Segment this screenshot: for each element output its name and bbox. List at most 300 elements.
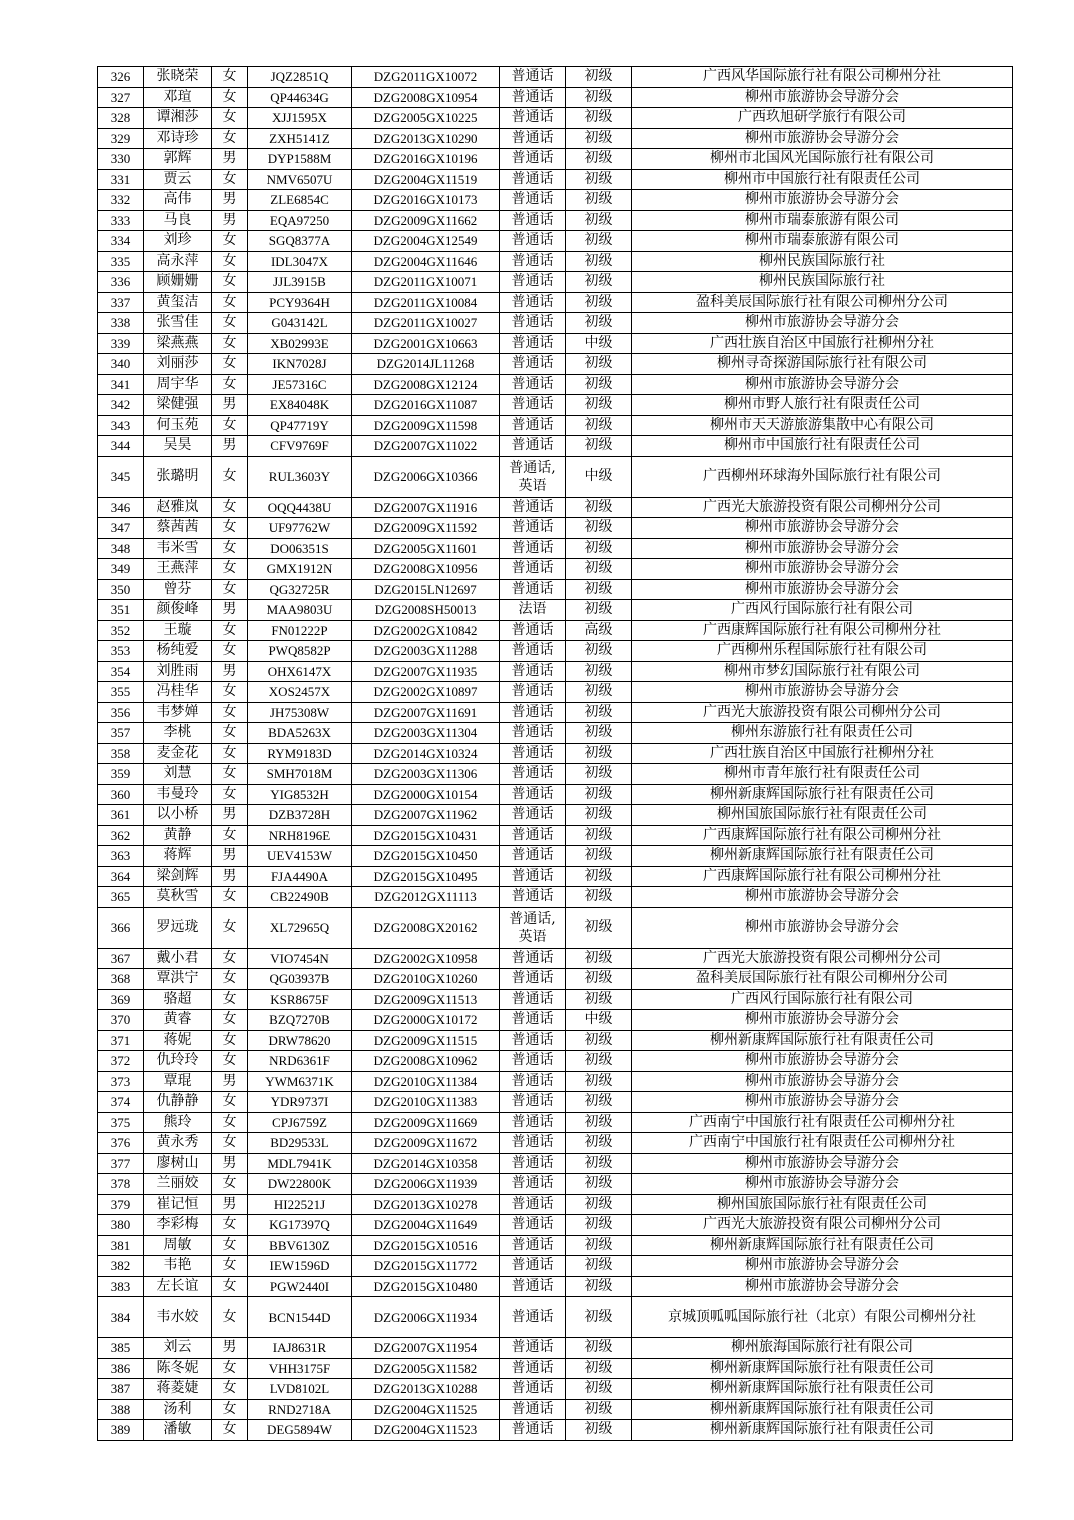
- guide-level: 初级: [566, 846, 632, 867]
- table-row: [98, 784, 1013, 805]
- gender: 女: [212, 292, 248, 313]
- organization: 柳州市旅游协会导游分会: [632, 907, 1013, 948]
- organization: 柳州市中国旅行社有限责任公司: [632, 169, 1013, 190]
- gender: 女: [212, 1256, 248, 1277]
- table-row: [98, 518, 1013, 539]
- organization: 柳州市天天游旅游集散中心有限公司: [632, 415, 1013, 436]
- language: 普通话: [500, 251, 566, 272]
- language: 普通话: [500, 1338, 566, 1359]
- gender: 女: [212, 948, 248, 969]
- organization: 柳州民族国际旅行社: [632, 251, 1013, 272]
- gender: 女: [212, 1174, 248, 1195]
- language: 普通话: [500, 1276, 566, 1297]
- language: 普通话: [500, 764, 566, 785]
- organization: 柳州国旅国际旅行社有限责任公司: [632, 1194, 1013, 1215]
- language: 普通话: [500, 149, 566, 170]
- id-code: RYM9183D: [248, 743, 352, 764]
- certificate-number: DZG2014JL11268: [352, 354, 500, 375]
- gender: 女: [212, 354, 248, 375]
- guide-name: 韦梦婵: [144, 702, 212, 723]
- table-row: [98, 128, 1013, 149]
- guide-name: 覃琨: [144, 1071, 212, 1092]
- table-row: [98, 251, 1013, 272]
- language: 普通话: [500, 67, 566, 88]
- row-number: 331: [98, 169, 144, 190]
- table-row: [98, 1153, 1013, 1174]
- guide-list-table: [97, 66, 1013, 1441]
- guide-level: 初级: [566, 1051, 632, 1072]
- guide-name: 黄永秀: [144, 1133, 212, 1154]
- language: 普通话: [500, 1256, 566, 1277]
- organization: 柳州市旅游协会导游分会: [632, 1174, 1013, 1195]
- table-row: [98, 149, 1013, 170]
- guide-name: 汤利: [144, 1399, 212, 1420]
- guide-name: 梁燕燕: [144, 333, 212, 354]
- table-row: [98, 436, 1013, 457]
- guide-level: 初级: [566, 784, 632, 805]
- gender: 男: [212, 1338, 248, 1359]
- table-row: [98, 641, 1013, 662]
- organization: 柳州新康辉国际旅行社有限责任公司: [632, 1379, 1013, 1400]
- table-row: [98, 1297, 1013, 1338]
- row-number: 357: [98, 723, 144, 744]
- guide-name: 刘胜雨: [144, 661, 212, 682]
- table-row: [98, 1235, 1013, 1256]
- id-code: KSR8675F: [248, 989, 352, 1010]
- guide-name: 兰丽姣: [144, 1174, 212, 1195]
- organization: 柳州寻奇探游国际旅行社有限公司: [632, 354, 1013, 375]
- row-number: 340: [98, 354, 144, 375]
- guide-name: 蒋妮: [144, 1030, 212, 1051]
- id-code: JE57316C: [248, 374, 352, 395]
- certificate-number: DZG2003GX11306: [352, 764, 500, 785]
- certificate-number: DZG2004GX11646: [352, 251, 500, 272]
- guide-name: 戴小君: [144, 948, 212, 969]
- row-number: 371: [98, 1030, 144, 1051]
- gender: 男: [212, 190, 248, 211]
- table-row: [98, 1030, 1013, 1051]
- table-row: [98, 1379, 1013, 1400]
- certificate-number: DZG2004GX11649: [352, 1215, 500, 1236]
- organization: 柳州市旅游协会导游分会: [632, 1010, 1013, 1031]
- table-row: [98, 1092, 1013, 1113]
- row-number: 350: [98, 579, 144, 600]
- language: 普通话: [500, 333, 566, 354]
- table-row: [98, 333, 1013, 354]
- gender: 女: [212, 887, 248, 908]
- id-code: NMV6507U: [248, 169, 352, 190]
- id-code: IAJ8631R: [248, 1338, 352, 1359]
- gender: 女: [212, 1112, 248, 1133]
- language: 普通话: [500, 559, 566, 580]
- organization: 柳州市旅游协会导游分会: [632, 1276, 1013, 1297]
- row-number: 358: [98, 743, 144, 764]
- id-code: OHX6147X: [248, 661, 352, 682]
- certificate-number: DZG2004GX11525: [352, 1399, 500, 1420]
- guide-name: 崔记恒: [144, 1194, 212, 1215]
- id-code: SMH7018M: [248, 764, 352, 785]
- row-number: 378: [98, 1174, 144, 1195]
- gender: 女: [212, 559, 248, 580]
- id-code: G043142L: [248, 313, 352, 334]
- row-number: 355: [98, 682, 144, 703]
- guide-level: 初级: [566, 67, 632, 88]
- guide-level: 初级: [566, 1420, 632, 1441]
- organization: 柳州国旅国际旅行社有限责任公司: [632, 805, 1013, 826]
- guide-name: 谭湘莎: [144, 108, 212, 129]
- id-code: BZQ7270B: [248, 1010, 352, 1031]
- organization: 柳州市青年旅行社有限责任公司: [632, 764, 1013, 785]
- gender: 女: [212, 907, 248, 948]
- guide-level: 初级: [566, 1358, 632, 1379]
- organization: 京城顶呱呱国际旅行社（北京）有限公司柳州分社: [632, 1297, 1013, 1338]
- language: 普通话: [500, 661, 566, 682]
- guide-level: 初级: [566, 354, 632, 375]
- organization: 柳州市梦幻国际旅行社有限公司: [632, 661, 1013, 682]
- certificate-number: DZG2016GX11087: [352, 395, 500, 416]
- organization: 广西壮族自治区中国旅行社柳州分社: [632, 333, 1013, 354]
- id-code: QG32725R: [248, 579, 352, 600]
- organization: 广西康辉国际旅行社有限公司柳州分社: [632, 620, 1013, 641]
- organization: 柳州市旅游协会导游分会: [632, 682, 1013, 703]
- row-number: 380: [98, 1215, 144, 1236]
- organization: 柳州市旅游协会导游分会: [632, 128, 1013, 149]
- id-code: ZXH5141Z: [248, 128, 352, 149]
- row-number: 379: [98, 1194, 144, 1215]
- guide-name: 刘丽莎: [144, 354, 212, 375]
- guide-level: 初级: [566, 1194, 632, 1215]
- guide-level: 初级: [566, 231, 632, 252]
- organization: 柳州旅海国际旅行社有限公司: [632, 1338, 1013, 1359]
- guide-level: 初级: [566, 538, 632, 559]
- guide-name: 黄玺洁: [144, 292, 212, 313]
- guide-name: 蒋辉: [144, 846, 212, 867]
- id-code: QG03937B: [248, 969, 352, 990]
- organization: 盈科美辰国际旅行社有限公司柳州分公司: [632, 292, 1013, 313]
- organization: 柳州新康辉国际旅行社有限责任公司: [632, 846, 1013, 867]
- certificate-number: DZG2011GX10072: [352, 67, 500, 88]
- table-row: [98, 559, 1013, 580]
- organization: 广西光大旅游投资有限公司柳州分公司: [632, 1215, 1013, 1236]
- table-row: [98, 67, 1013, 88]
- organization: 柳州市瑞泰旅游有限公司: [632, 231, 1013, 252]
- gender: 女: [212, 641, 248, 662]
- certificate-number: DZG2009GX11598: [352, 415, 500, 436]
- gender: 女: [212, 1092, 248, 1113]
- gender: 女: [212, 518, 248, 539]
- certificate-number: DZG2007GX11022: [352, 436, 500, 457]
- language: 普通话: [500, 292, 566, 313]
- row-number: 360: [98, 784, 144, 805]
- guide-level: 初级: [566, 907, 632, 948]
- organization: 柳州市中国旅行社有限责任公司: [632, 436, 1013, 457]
- table-row: [98, 456, 1013, 497]
- row-number: 386: [98, 1358, 144, 1379]
- certificate-number: DZG2001GX10663: [352, 333, 500, 354]
- certificate-number: DZG2009GX11592: [352, 518, 500, 539]
- gender: 女: [212, 579, 248, 600]
- guide-name: 李彩梅: [144, 1215, 212, 1236]
- guide-name: 刘慧: [144, 764, 212, 785]
- gender: 男: [212, 805, 248, 826]
- guide-level: 初级: [566, 415, 632, 436]
- gender: 女: [212, 272, 248, 293]
- certificate-number: DZG2016GX10196: [352, 149, 500, 170]
- guide-name: 黄睿: [144, 1010, 212, 1031]
- id-code: DYP1588M: [248, 149, 352, 170]
- row-number: 349: [98, 559, 144, 580]
- row-number: 375: [98, 1112, 144, 1133]
- row-number: 362: [98, 825, 144, 846]
- language: 普通话: [500, 1030, 566, 1051]
- gender: 女: [212, 1297, 248, 1338]
- organization: 广西柳州乐程国际旅行社有限公司: [632, 641, 1013, 662]
- id-code: VIO7454N: [248, 948, 352, 969]
- organization: 广西康辉国际旅行社有限公司柳州分社: [632, 825, 1013, 846]
- row-number: 343: [98, 415, 144, 436]
- table-row: [98, 231, 1013, 252]
- language: 普通话: [500, 723, 566, 744]
- table-row: [98, 354, 1013, 375]
- guide-name: 莫秋雪: [144, 887, 212, 908]
- guide-level: 初级: [566, 292, 632, 313]
- row-number: 326: [98, 67, 144, 88]
- table-row: [98, 948, 1013, 969]
- language: 普通话: [500, 354, 566, 375]
- row-number: 373: [98, 1071, 144, 1092]
- id-code: CPJ6759Z: [248, 1112, 352, 1133]
- guide-level: 初级: [566, 559, 632, 580]
- organization: 柳州市旅游协会导游分会: [632, 559, 1013, 580]
- guide-level: 中级: [566, 333, 632, 354]
- table-row: [98, 169, 1013, 190]
- language: 普通话: [500, 1194, 566, 1215]
- table-row: [98, 292, 1013, 313]
- guide-level: 初级: [566, 579, 632, 600]
- guide-level: 初级: [566, 866, 632, 887]
- gender: 女: [212, 764, 248, 785]
- guide-name: 颜俊峰: [144, 600, 212, 621]
- guide-name: 周宇华: [144, 374, 212, 395]
- guide-name: 王璇: [144, 620, 212, 641]
- language: 普通话: [500, 1420, 566, 1441]
- gender: 女: [212, 67, 248, 88]
- row-number: 374: [98, 1092, 144, 1113]
- certificate-number: DZG2013GX10290: [352, 128, 500, 149]
- organization: 柳州市旅游协会导游分会: [632, 374, 1013, 395]
- row-number: 335: [98, 251, 144, 272]
- organization: 柳州市旅游协会导游分会: [632, 190, 1013, 211]
- row-number: 333: [98, 210, 144, 231]
- table-row: [98, 764, 1013, 785]
- gender: 女: [212, 682, 248, 703]
- id-code: FN01222P: [248, 620, 352, 641]
- id-code: KG17397Q: [248, 1215, 352, 1236]
- gender: 女: [212, 1133, 248, 1154]
- certificate-number: DZG2006GX10366: [352, 456, 500, 497]
- table-row: [98, 108, 1013, 129]
- certificate-number: DZG2014GX10324: [352, 743, 500, 764]
- organization: 柳州市旅游协会导游分会: [632, 887, 1013, 908]
- gender: 女: [212, 702, 248, 723]
- organization: 广西康辉国际旅行社有限公司柳州分社: [632, 866, 1013, 887]
- id-code: IEW1596D: [248, 1256, 352, 1277]
- guide-name: 梁剑辉: [144, 866, 212, 887]
- language: 普通话: [500, 1297, 566, 1338]
- language: 普通话: [500, 395, 566, 416]
- guide-name: 仇玲玲: [144, 1051, 212, 1072]
- id-code: QP44634G: [248, 87, 352, 108]
- organization: 柳州市旅游协会导游分会: [632, 538, 1013, 559]
- guide-name: 蒋菱婕: [144, 1379, 212, 1400]
- organization: 柳州东游旅行社有限责任公司: [632, 723, 1013, 744]
- guide-level: 初级: [566, 518, 632, 539]
- row-number: 352: [98, 620, 144, 641]
- gender: 女: [212, 784, 248, 805]
- id-code: ZLE6854C: [248, 190, 352, 211]
- gender: 女: [212, 497, 248, 518]
- table-row: [98, 579, 1013, 600]
- gender: 男: [212, 149, 248, 170]
- language: 普通话: [500, 87, 566, 108]
- certificate-number: DZG2011GX10071: [352, 272, 500, 293]
- gender: 女: [212, 251, 248, 272]
- table-row: [98, 1010, 1013, 1031]
- certificate-number: DZG2006GX11934: [352, 1297, 500, 1338]
- language: 普通话: [500, 1051, 566, 1072]
- id-code: EQA97250: [248, 210, 352, 231]
- table-row: [98, 989, 1013, 1010]
- organization: 柳州市野人旅行社有限责任公司: [632, 395, 1013, 416]
- id-code: QP47719Y: [248, 415, 352, 436]
- row-number: 359: [98, 764, 144, 785]
- gender: 女: [212, 620, 248, 641]
- guide-level: 初级: [566, 1256, 632, 1277]
- guide-level: 初级: [566, 1133, 632, 1154]
- table-row: [98, 1215, 1013, 1236]
- certificate-number: DZG2010GX10260: [352, 969, 500, 990]
- guide-name: 赵雅岚: [144, 497, 212, 518]
- guide-level: 初级: [566, 272, 632, 293]
- certificate-number: DZG2015LN12697: [352, 579, 500, 600]
- organization: 广西光大旅游投资有限公司柳州分公司: [632, 497, 1013, 518]
- language: 普通话: [500, 538, 566, 559]
- guide-name: 麦金花: [144, 743, 212, 764]
- row-number: 385: [98, 1338, 144, 1359]
- id-code: NRD6361F: [248, 1051, 352, 1072]
- row-number: 381: [98, 1235, 144, 1256]
- organization: 柳州新康辉国际旅行社有限责任公司: [632, 1030, 1013, 1051]
- gender: 女: [212, 1215, 248, 1236]
- table-row: [98, 1399, 1013, 1420]
- id-code: XOS2457X: [248, 682, 352, 703]
- id-code: IKN7028J: [248, 354, 352, 375]
- language: 普通话: [500, 518, 566, 539]
- gender: 女: [212, 1276, 248, 1297]
- language: 普通话: [500, 948, 566, 969]
- id-code: BD29533L: [248, 1133, 352, 1154]
- certificate-number: DZG2015GX10450: [352, 846, 500, 867]
- row-number: 341: [98, 374, 144, 395]
- gender: 女: [212, 1051, 248, 1072]
- guide-level: 初级: [566, 1215, 632, 1236]
- table-row: [98, 825, 1013, 846]
- row-number: 365: [98, 887, 144, 908]
- organization: 广西柳州环球海外国际旅行社有限公司: [632, 456, 1013, 497]
- guide-name: 刘珍: [144, 231, 212, 252]
- table-row: [98, 805, 1013, 826]
- id-code: NRH8196E: [248, 825, 352, 846]
- certificate-number: DZG2003GX11304: [352, 723, 500, 744]
- row-number: 327: [98, 87, 144, 108]
- table-row: [98, 210, 1013, 231]
- certificate-number: DZG2015GX10431: [352, 825, 500, 846]
- row-number: 342: [98, 395, 144, 416]
- certificate-number: DZG2015GX11772: [352, 1256, 500, 1277]
- language: 普通话: [500, 702, 566, 723]
- guide-level: 初级: [566, 149, 632, 170]
- language: 普通话: [500, 1112, 566, 1133]
- row-number: 354: [98, 661, 144, 682]
- guide-name: 顾姗姗: [144, 272, 212, 293]
- row-number: 368: [98, 969, 144, 990]
- guide-level: 初级: [566, 251, 632, 272]
- organization: 柳州市旅游协会导游分会: [632, 1051, 1013, 1072]
- organization: 柳州新康辉国际旅行社有限责任公司: [632, 784, 1013, 805]
- language: 普通话: [500, 272, 566, 293]
- guide-name: 韦艳: [144, 1256, 212, 1277]
- guide-name: 廖树山: [144, 1153, 212, 1174]
- table-row: [98, 1358, 1013, 1379]
- guide-level: 初级: [566, 1235, 632, 1256]
- guide-level: 初级: [566, 989, 632, 1010]
- certificate-number: DZG2014GX10358: [352, 1153, 500, 1174]
- table-row: [98, 661, 1013, 682]
- guide-name: 高永萍: [144, 251, 212, 272]
- language: 普通话: [500, 1010, 566, 1031]
- guide-level: 初级: [566, 887, 632, 908]
- language: 普通话: [500, 1215, 566, 1236]
- row-number: 356: [98, 702, 144, 723]
- id-code: CFV9769F: [248, 436, 352, 457]
- guide-name: 张晓荣: [144, 67, 212, 88]
- organization: 广西壮族自治区中国旅行社柳州分社: [632, 743, 1013, 764]
- certificate-number: DZG2002GX10897: [352, 682, 500, 703]
- organization: 广西南宁中国旅行社有限责任公司柳州分社: [632, 1112, 1013, 1133]
- guide-level: 初级: [566, 641, 632, 662]
- language: 普通话: [500, 969, 566, 990]
- guide-name: 周敏: [144, 1235, 212, 1256]
- id-code: GMX1912N: [248, 559, 352, 580]
- certificate-number: DZG2000GX10172: [352, 1010, 500, 1031]
- gender: 男: [212, 436, 248, 457]
- gender: 女: [212, 333, 248, 354]
- language: 法语: [500, 600, 566, 621]
- certificate-number: DZG2007GX11935: [352, 661, 500, 682]
- id-code: IDL3047X: [248, 251, 352, 272]
- language: 普通话: [500, 743, 566, 764]
- language: 普通话: [500, 1379, 566, 1400]
- gender: 男: [212, 661, 248, 682]
- gender: 女: [212, 108, 248, 129]
- table-row: [98, 1051, 1013, 1072]
- row-number: 377: [98, 1153, 144, 1174]
- certificate-number: DZG2004GX12549: [352, 231, 500, 252]
- table-row: [98, 1194, 1013, 1215]
- language: 普通话: [500, 374, 566, 395]
- certificate-number: DZG2005GX11582: [352, 1358, 500, 1379]
- language: 普通话: [500, 1092, 566, 1113]
